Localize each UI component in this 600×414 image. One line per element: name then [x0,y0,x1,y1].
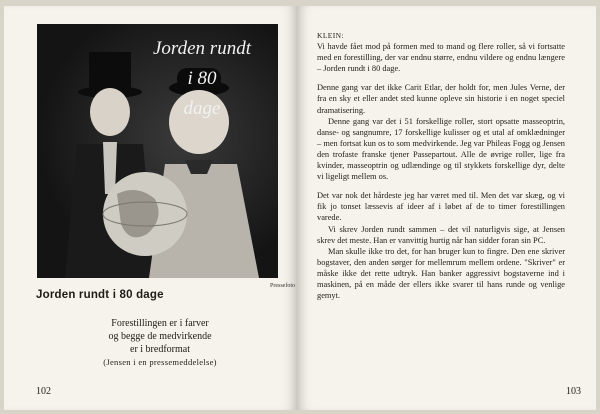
caption-title: Jorden rundt i 80 dage [36,289,164,301]
page-number-right: 103 [566,386,581,397]
caption-line: er i bredformat [130,344,190,355]
caption-note: (Jensen i en pressemeddelelse) [103,357,217,367]
paragraph: Man skulle ikke tro det, for han bruger kun to fingre. Den ene skriver bogstaver, den anden sørger for mellemrum mellem ordene. "Skriver" er måske ikke det rette udtryk. Han banker aggressivt bogstaverne ind i maskinen, på en måde der ellers ikke svarer til hans runde og venlige gemyt. [317,246,565,301]
photo-title: Jorden rundt i 80 dage [153,38,251,119]
page-number-left: 102 [36,386,51,397]
press-photo [37,24,278,278]
paragraph: Det var nok det hårdeste jeg har været med til. Men det var skæg, og vi fik jo tonset læssevis af ideer af i løbet af de to timer forestillingen varede. [317,191,565,223]
left-face [90,88,130,136]
caption-line: Forestillingen er i farver [111,318,209,329]
paragraph: Vi skrev Jorden rundt sammen – det vil naturligvis sige, at Jensen skrev det meste. Han er vanvittig hurtig når han sidder foran sin PC. [317,224,565,245]
paragraph: Denne gang var det i 51 forskellige roller, stort opsatte masseoptrin, danse- og sangnumre, 17 forskellige kulisser og et utal af omklædninger – men fortsat kun os to som medvirkende. Jeg var Phileas Fogg og Jensen den trofaste franske tjener Passepartout. Alle de øvrige roller, lige fra kvinder, masseoptrin og udlændinge og til stykkets forskellige dyr, delte vi ligeligt mellem os. [317,116,565,182]
body-text [317,30,565,301]
caption-line: og begge de medvirkende [108,331,212,342]
caption-body [60,317,260,369]
photo-credit: Pressefoto [270,283,295,289]
paragraph: Denne gang var det ikke Carit Etlar, der holdt for, men Jules Verne, der fra en sky et eller andet sted kunne opleve sin historie i en noget speciel dramatisering. [317,83,565,115]
speaker-label: KLEIN: [317,31,344,40]
paragraph: Vi havde fået mod på formen med to mand og flere roller, så vi fortsatte med en forestilling, der var endnu større, endnu vildere og endnu længere – Jorden rundt i 80 dage. [317,42,565,74]
